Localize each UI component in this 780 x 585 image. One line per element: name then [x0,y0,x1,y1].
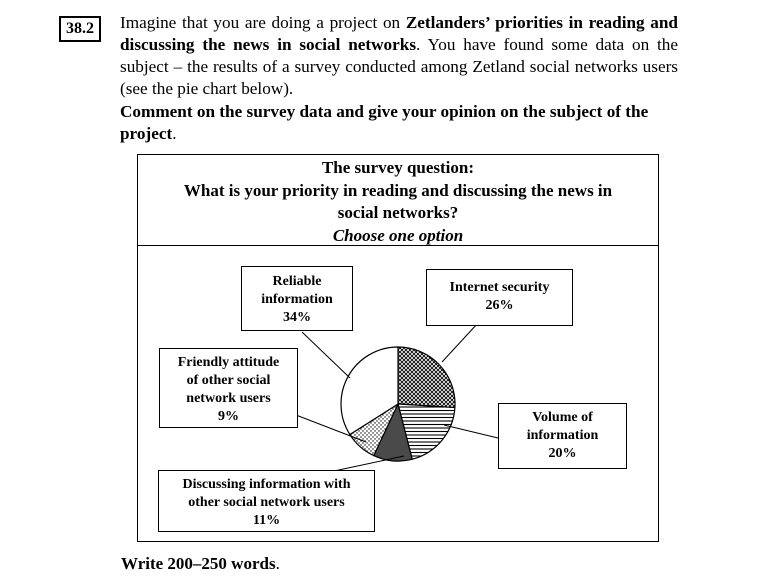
word-count-instruction: Write 200–250 words. [121,554,280,573]
leader-line-reliable [302,332,350,378]
label-volume-of-information: Volume of information 20% [498,403,627,469]
label-internet-security: Internet security 26% [426,269,573,326]
label-friendly-attitude: Friendly attitude of other social network users 9% [159,348,298,428]
survey-heading: The survey question: [321,158,475,177]
leader-line-internet-security [442,323,478,362]
survey-option-note: Choose one option [332,225,464,245]
task-intro: Imagine that you are doing a project on Zetlanders’ priorities in reading and discussing the news in social networks. You have found some data on the subject – the results of a survey conducted among Zetland social networks users (see the pie chart below). [120,13,679,98]
survey-question-line1: What is your priority in reading and discussing the news in [183,180,613,200]
survey-question-line2: social networks? [337,203,459,222]
label-discussing-information: Discussing information with other social network users 11% [158,470,375,532]
task-number: 38.2 [59,16,101,42]
label-reliable-information: Reliable information 34% [241,266,353,331]
leader-line-volume [444,425,498,438]
task-instruction: Comment on the survey data and give your opinion on the subject of the project. [120,102,649,143]
pie-slice-internet-security [398,347,455,408]
